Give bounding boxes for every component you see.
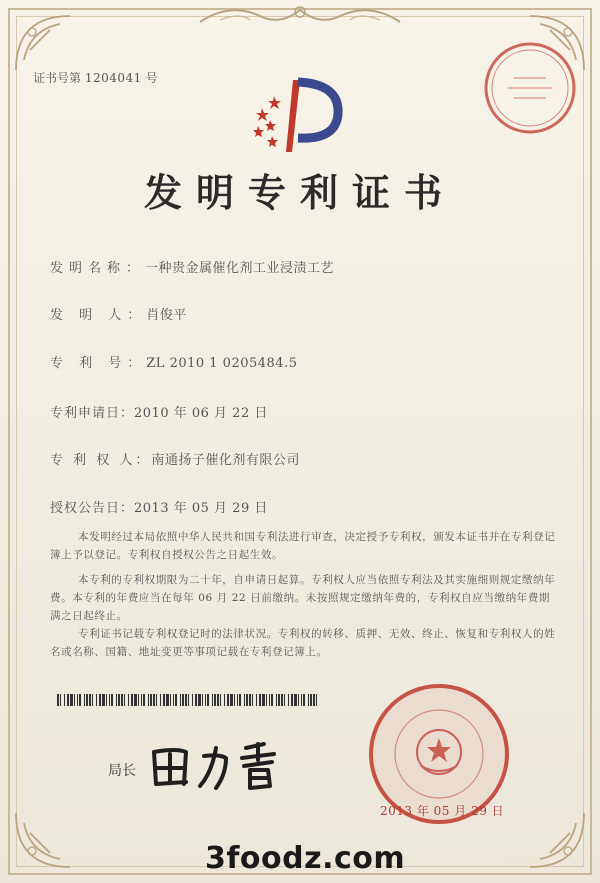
inventor-value: 肖俊平 (146, 308, 187, 323)
grant-date-row (50, 497, 268, 516)
filing-date-label: 专利申请日： (50, 406, 135, 421)
corner-ornament-icon (10, 803, 80, 873)
patent-number-label: 专 利 号： (50, 356, 147, 371)
inventor-row (50, 304, 187, 323)
director-label: 局长 (108, 763, 136, 779)
director-signature (146, 734, 296, 794)
patent-number-row (50, 352, 297, 371)
agency-stamp-icon (480, 38, 580, 138)
barcode-icon (57, 694, 319, 706)
invention-name-row (50, 257, 334, 276)
patent-number-value: ZL 2010 1 0205484.5 (146, 356, 298, 371)
filing-date-value: 2010 年 06 月 22 日 (134, 406, 268, 421)
patentee-label: 专 利 权 人： (50, 453, 152, 468)
grant-date-label: 授权公告日： (50, 501, 135, 516)
seal-date: 2013 年 05 月 29 日 (380, 804, 505, 818)
watermark-text: 3foodz.com (205, 841, 406, 876)
certificate-number (33, 69, 158, 86)
invention-name-value: 一种贵金属催化剂工业浸渍工艺 (145, 261, 335, 276)
paragraph: 专利证书记载专利权登记时的法律状况。专利权的转移、质押、无效、终止、恢复和专利权人的姓名或名称、国籍、地址变更等事项记载在专利登记簿上。 (50, 628, 556, 658)
certificate-number-suffix: 号 (145, 71, 158, 85)
paragraph: 本发明经过本局依照中华人民共和国专利法进行审查，决定授予专利权，颁发本证书并在专利登记簿上予以登记。专利权自授权公告之日起生效。 (50, 531, 556, 561)
patentee-value: 南通扬子催化剂有限公司 (151, 453, 300, 468)
certificate-title: 发明专利证书 (143, 170, 456, 215)
certificate-number-label: 证书号第 (33, 71, 82, 85)
certificate-number-value: 1204041 (84, 71, 142, 85)
grant-date-value: 2013 年 05 月 29 日 (134, 501, 268, 516)
inventor-label: 发 明 人： (50, 308, 147, 323)
invention-name-label: 发明名称： (50, 261, 146, 276)
top-ornament-icon (190, 2, 410, 28)
corner-ornament-icon (520, 803, 590, 873)
patent-office-logo-icon (248, 70, 348, 160)
paragraph: 本专利的专利权期限为二十年，自申请日起算。专利权人应当依照专利法及其实施细则规定缴纳年费。本专利的年费应当在每年 06 月 22 日前缴纳。未按照规定缴纳年费的，专利权自应当缴纳年费期满之日起终止。 (50, 574, 556, 622)
patentee-row (50, 449, 300, 468)
filing-date-row (50, 402, 268, 421)
